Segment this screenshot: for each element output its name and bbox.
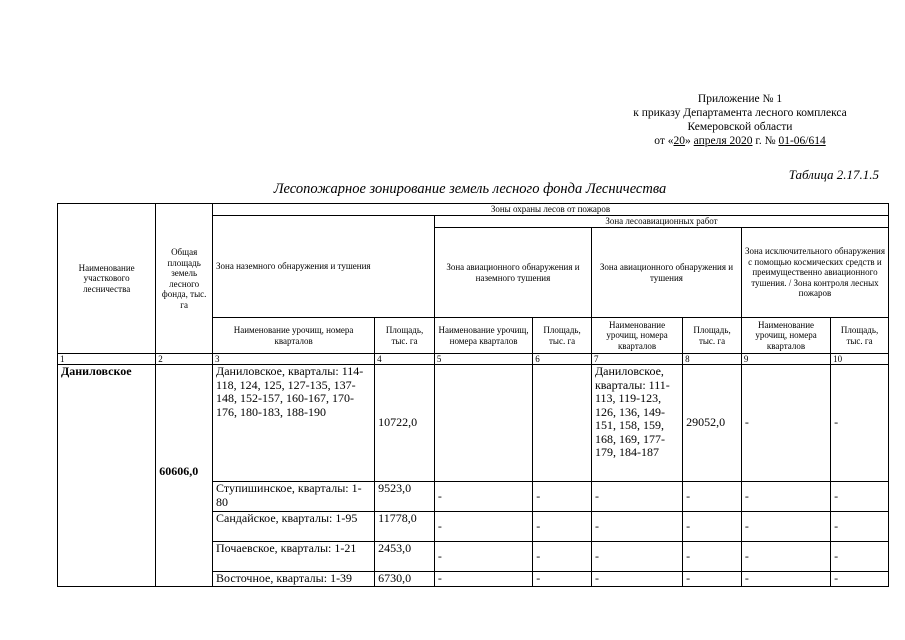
appendix-line-1: Приложение № 1	[697, 93, 783, 105]
district-name: Даниловское	[58, 365, 156, 587]
header-tract-name-ground: Наименование урочищ, номера кварталов	[213, 318, 375, 354]
table-row	[58, 365, 889, 482]
column-number: 2	[156, 354, 213, 365]
area-cell: 6730,0	[375, 572, 435, 587]
appendix-date-line	[560, 134, 905, 148]
date-day: 20	[673, 135, 686, 147]
tract-cell: -	[591, 512, 682, 542]
area-cell: -	[683, 572, 742, 587]
area-cell: -	[831, 482, 889, 512]
area-cell: -	[683, 512, 742, 542]
area-cell: -	[683, 482, 742, 512]
column-number: 10	[831, 354, 889, 365]
tract-cell: Сандайское, кварталы: 1-95	[213, 512, 375, 542]
tract-cell: -	[741, 512, 830, 542]
header-tract-name-aviation-ground: Наименование урочищ, номера кварталов	[434, 318, 532, 354]
header-tract-name-aviation: Наименование урочищ, номера кварталов	[591, 318, 682, 354]
header-space-zone: Зона исключительного обнаружения с помощью космических средств и преимущественно авиационного тушения. / Зона контроля лесных пожаров	[741, 228, 888, 318]
column-number: 8	[683, 354, 742, 365]
area-cell: -	[533, 542, 592, 572]
column-number: 5	[434, 354, 532, 365]
area-cell: 10722,0	[375, 365, 435, 482]
area-cell: 29052,0	[683, 365, 742, 482]
header-area-ground: Площадь, тыс. га	[375, 318, 435, 354]
appendix-line-2: к приказу Департамента лесного комплекса	[633, 107, 847, 119]
area-cell: 11778,0	[375, 512, 435, 542]
header-tract-name-space: Наименование урочищ, номера кварталов	[741, 318, 830, 354]
column-numbers-row	[58, 354, 889, 365]
document-title: Лесопожарное зонирование земель лесного фонда Лесничества	[273, 181, 667, 197]
date-suffix: г. №	[752, 135, 779, 147]
tract-cell: Даниловское, кварталы: 114-118, 124, 125, 127-135, 137-148, 152-157, 160-167, 170-176, 180-183, 188-190	[213, 365, 375, 482]
date-month-year: апреля 2020	[693, 135, 753, 147]
column-number: 6	[533, 354, 592, 365]
tract-cell: -	[434, 542, 532, 572]
appendix-header	[560, 92, 905, 148]
date-prefix: от «	[654, 135, 674, 147]
area-cell: -	[533, 482, 592, 512]
tract-cell: -	[741, 572, 830, 587]
tract-cell: -	[741, 542, 830, 572]
table-number: Таблица 2.17.1.5	[788, 167, 879, 182]
header-aviation-works-zone: Зона лесоавиационных работ	[434, 216, 888, 228]
area-cell	[533, 365, 592, 482]
area-cell: -	[831, 365, 889, 482]
column-number: 9	[741, 354, 830, 365]
tract-cell: Ступишинское, кварталы: 1-80	[213, 482, 375, 512]
area-cell: -	[533, 512, 592, 542]
tract-cell: -	[434, 512, 532, 542]
date-mid: »	[685, 135, 694, 147]
header-district-name: Наименование участкового лесничества	[58, 204, 156, 354]
header-area-space: Площадь, тыс. га	[831, 318, 889, 354]
area-cell: -	[831, 572, 889, 587]
header-area-aviation-ground: Площадь, тыс. га	[533, 318, 592, 354]
fire-zoning-table	[57, 203, 889, 587]
header-aviation-zone: Зона авиационного обнаружения и тушения	[591, 228, 741, 318]
header-aviation-ground-zone: Зона авиационного обнаружения и наземного тушения	[434, 228, 591, 318]
header-ground-zone: Зона наземного обнаружения и тушения	[213, 216, 435, 318]
area-cell: 2453,0	[375, 542, 435, 572]
header-area-aviation: Площадь, тыс. га	[683, 318, 742, 354]
column-number: 7	[591, 354, 682, 365]
order-number: 01-06/614	[778, 135, 826, 147]
tract-cell	[434, 365, 532, 482]
area-cell: -	[831, 542, 889, 572]
header-protection-zones: Зоны охраны лесов от пожаров	[213, 204, 889, 216]
tract-cell: Почаевское, кварталы: 1-21	[213, 542, 375, 572]
column-number: 3	[213, 354, 375, 365]
area-cell: -	[533, 572, 592, 587]
header-total-area: Общая площадь земель лесного фонда, тыс. га	[156, 204, 213, 354]
district-total-area: 60606,0	[156, 365, 213, 587]
tract-cell: -	[591, 542, 682, 572]
tract-cell: -	[591, 482, 682, 512]
tract-cell: -	[434, 482, 532, 512]
column-number: 1	[58, 354, 156, 365]
tract-cell: -	[741, 365, 830, 482]
appendix-line-3: Кемеровской области	[687, 121, 793, 133]
area-cell: 9523,0	[375, 482, 435, 512]
tract-cell: -	[741, 482, 830, 512]
column-number: 4	[375, 354, 435, 365]
tract-cell: Восточное, кварталы: 1-39	[213, 572, 375, 587]
tract-cell: -	[434, 572, 532, 587]
tract-cell: Даниловское, кварталы: 111-113, 119-123, 126, 136, 149-151, 158, 159, 168, 169, 177-179, 184-187	[591, 365, 682, 482]
area-cell: -	[831, 512, 889, 542]
tract-cell: -	[591, 572, 682, 587]
area-cell: -	[683, 542, 742, 572]
